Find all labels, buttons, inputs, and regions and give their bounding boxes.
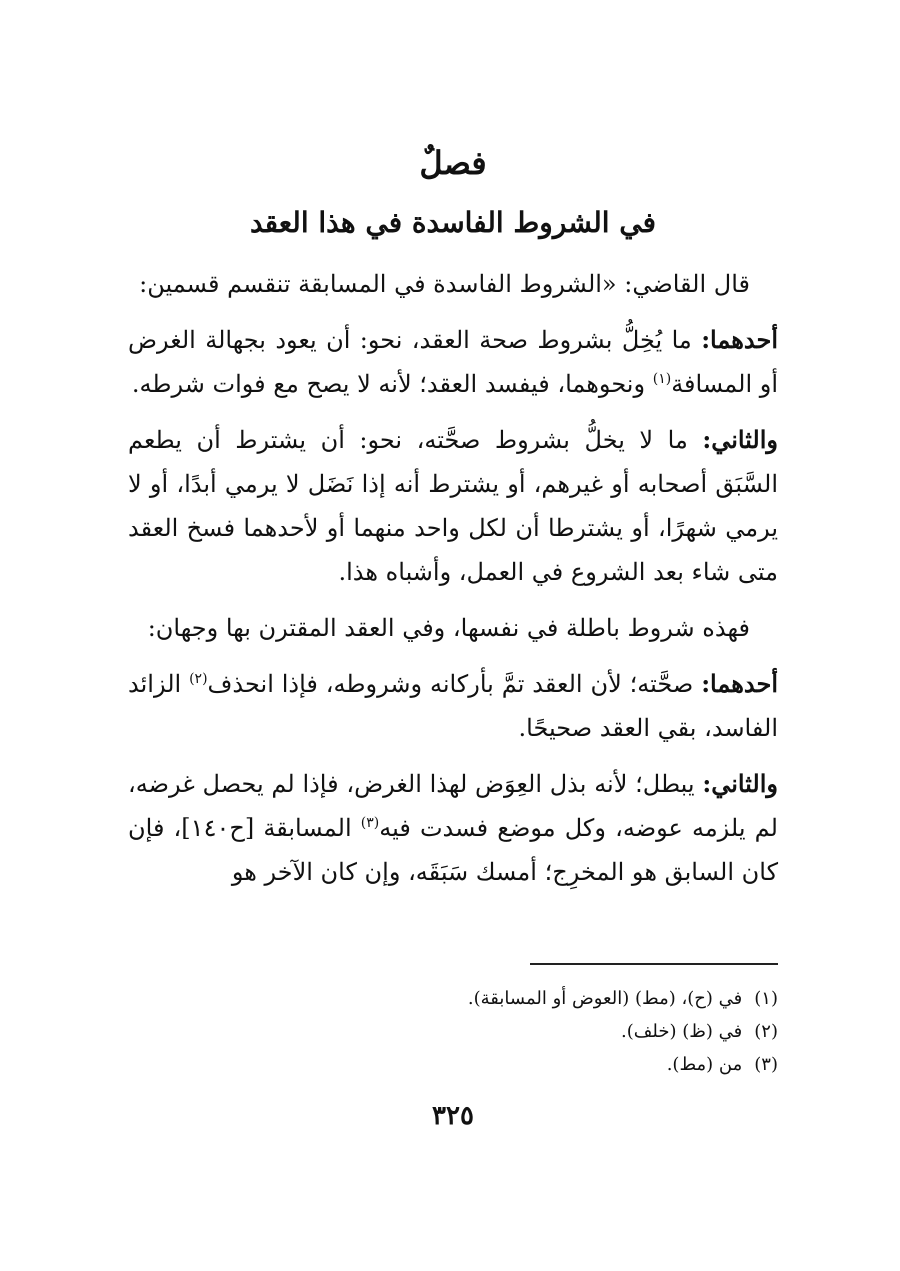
paragraph-text: ونحوهما، فيفسد العقد؛ لأنه لا يصح مع فوات شرطه. <box>131 370 653 398</box>
paragraph-text: المسابقة [ح١٤٠]، فإن كان السابق هو المخرِج؛ أمسك سَبَقَه، وإن كان الآخر هو <box>128 814 778 886</box>
section-title: في الشروط الفاسدة في هذا العقد <box>249 206 657 239</box>
main-text <box>128 262 778 906</box>
chapter-title: فصلٌ <box>419 144 487 182</box>
footnote-text: من (مط). <box>666 1054 743 1075</box>
footnotes <box>128 982 778 1081</box>
paragraph-first-type <box>128 318 778 406</box>
paragraph-lead: والثاني: <box>702 425 778 454</box>
paragraph-intro <box>128 262 778 306</box>
paragraph-text: ما يُخِلُّ بشروط صحة العقد، نحو: أن يعود بجهالة الغرض أو المسافة <box>128 326 778 398</box>
footnote-item <box>128 982 778 1015</box>
footnote-reference[interactable]: (٣) <box>360 815 380 831</box>
footnote-item <box>128 1015 778 1048</box>
footnote-item <box>128 1048 778 1081</box>
footnote-text: في (ظ) (خلف). <box>621 1021 743 1042</box>
paragraph-lead: أحدهما: <box>701 669 778 698</box>
footnote-reference[interactable]: (١) <box>652 371 672 387</box>
paragraph-text: فهذه شروط باطلة في نفسها، وفي العقد المقترن بها وجهان: <box>147 614 750 642</box>
page-number: ٣٢٥ <box>432 1101 474 1131</box>
footnote-reference[interactable]: (٢) <box>189 671 208 687</box>
paragraph-first-view <box>128 662 778 750</box>
book-page <box>128 0 778 1271</box>
paragraph-text: الزائد الفاسد، بقي العقد صحيحًا. <box>128 670 778 742</box>
paragraph-lead: أحدهما: <box>701 325 778 354</box>
paragraph-text: صحَّته؛ لأن العقد تمَّ بأركانه وشروطه، فإذا انحذف <box>207 670 702 698</box>
footnote-text: في (ح)، (مط) (العوض أو المسابقة). <box>467 988 743 1009</box>
paragraph-text: قال القاضي: «الشروط الفاسدة في المسابقة تنقسم قسمين: <box>139 270 750 298</box>
paragraph-lead: والثاني: <box>702 769 778 798</box>
footnote-divider <box>530 963 778 965</box>
paragraph-second-view <box>128 762 778 894</box>
footnote-number: (١) <box>754 988 778 1009</box>
paragraph-second-type <box>128 418 778 594</box>
footnote-number: (٢) <box>754 1021 778 1042</box>
paragraph-text: يبطل؛ لأنه بذل العِوَض لهذا الغرض، فإذا لم يحصل غرضه، لم يلزمه عوضه، وكل موضع فسدت فيه <box>128 770 778 842</box>
paragraph-two-views <box>128 606 778 650</box>
paragraph-text: ما لا يخلُّ بشروط صحَّته، نحو: أن يشترط أن يطعم السَّبَق أصحابه أو غيرهم، أو يشترط أنه إذا نَضَل لا يرمي أبدًا، أو لا يرمي شهرًا، أو يشترطا أن لكل واحد منهما أو لأحدهما فسخ العقد متى شاء بعد الشروع في العمل، وأشباه هذا. <box>128 426 778 586</box>
footnote-number: (٣) <box>754 1054 778 1075</box>
